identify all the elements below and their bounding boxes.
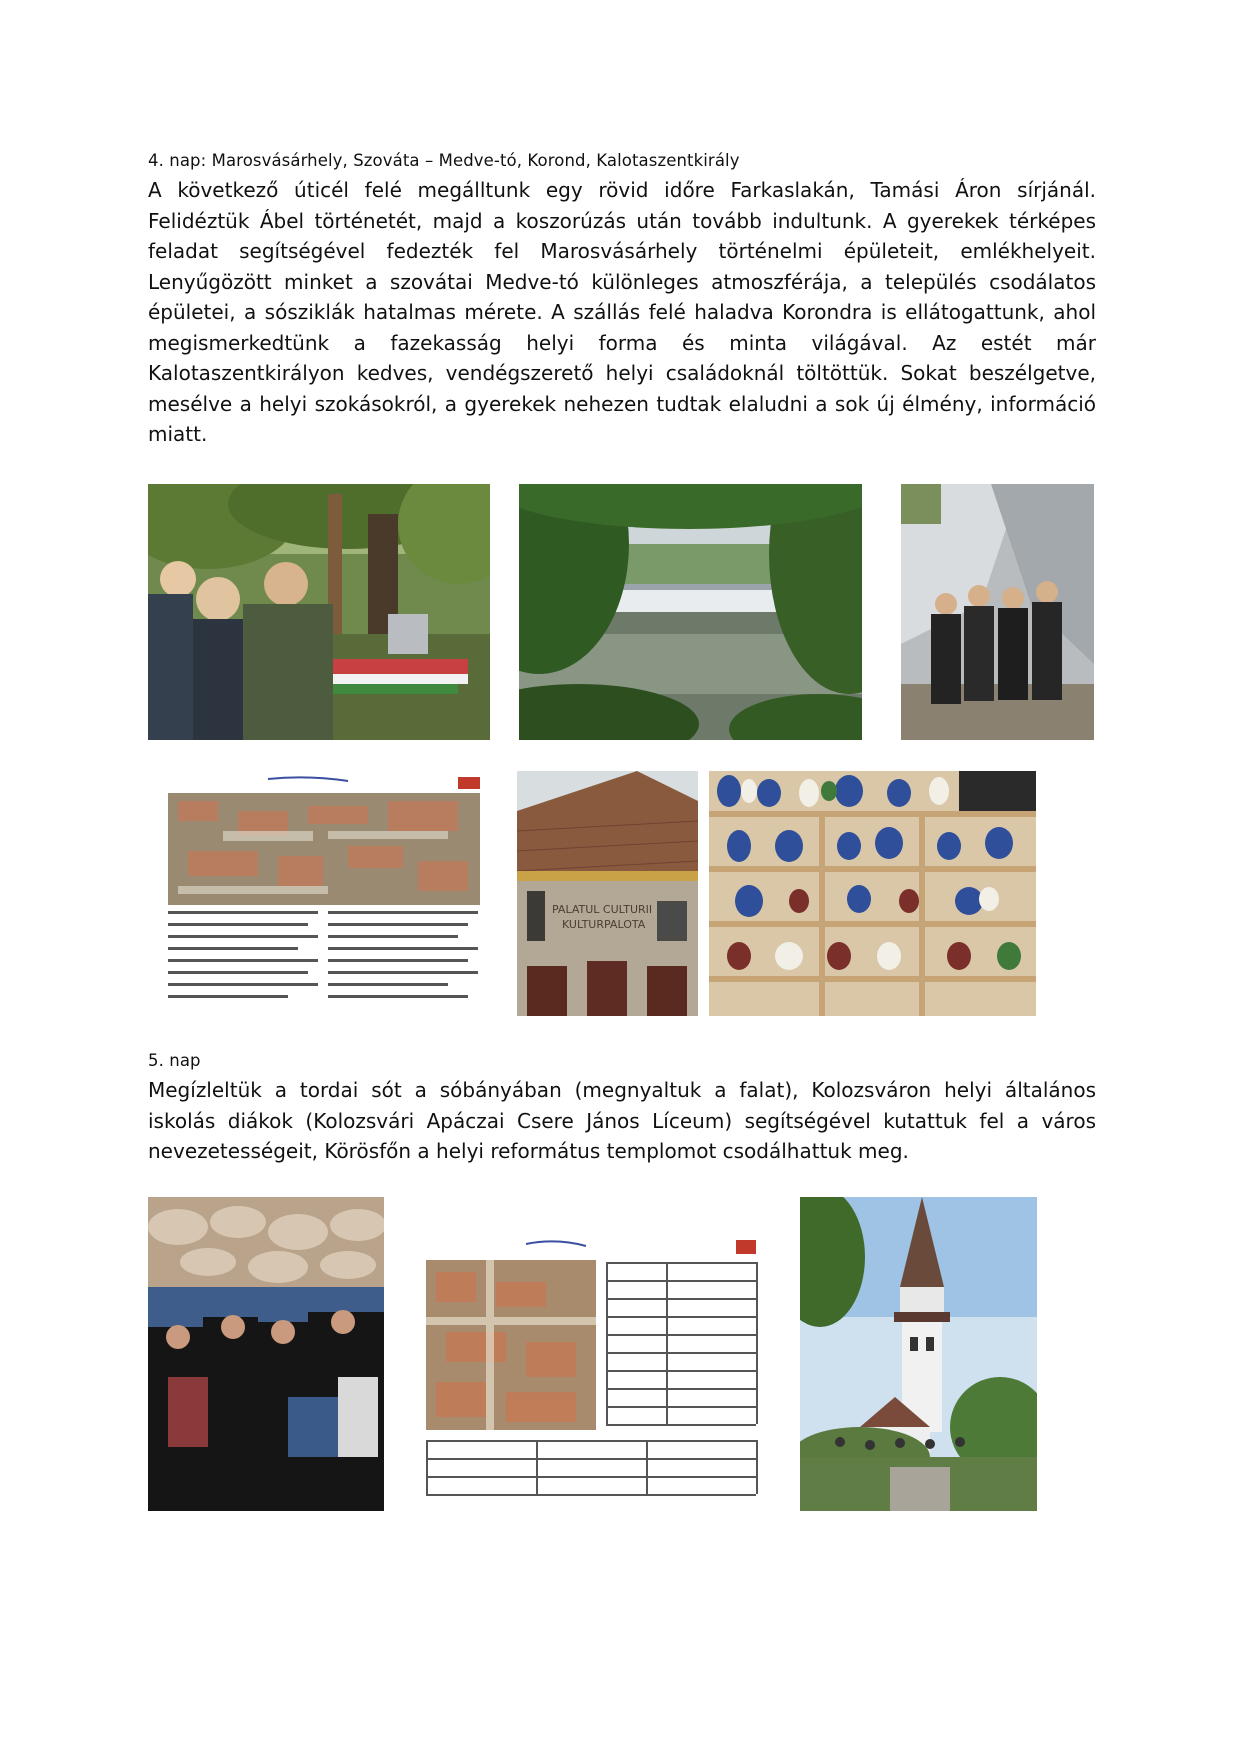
grave-wreath-photo (148, 484, 490, 740)
kolozsvar-map-worksheet (406, 1232, 772, 1511)
korond-pottery-shop-photo (709, 771, 1036, 1016)
day5-heading: 5. nap (148, 1051, 201, 1070)
korosfo-church-photo (800, 1197, 1037, 1511)
bear-lake-photo (519, 484, 862, 740)
palace-sign-line2: KULTURPALOTA (562, 918, 646, 931)
day4-heading: 4. nap: Marosvásárhely, Szováta – Medve-tó, Korond, Kalotaszentkirály (148, 151, 740, 170)
day4-paragraph: A következő úticél felé megálltunk egy rövid időre Farkaslakán, Tamási Áron sírjánál. Felidéztük Ábel történetét, majd a koszorúzás után tovább indultunk. A gyerekek térképes feladat segítségével fedezték fel Marosvásárhely történelmi épületeit, emlékhelyeit. Lenyűgözött minket a szovátai Medve-tó különleges atmoszférája, a település csodálatos épületei, a sósziklák hatalmas mérete. A szállás felé haladva Korondra is ellátogattunk, ahol megismerkedtünk a fazekasság helyi forma és minta világával. Az estét már Kalotaszentkirályon kedves, vendégszerető helyi családoknál töltöttük. Sokat beszélgetve, mesélve a helyi szokásokról, a gyerekek nehezen tudtak elaludni a sok új élmény, információ miatt. (148, 178, 1096, 446)
salt-mine-photo (148, 1197, 384, 1511)
salt-rocks-boys-photo (901, 484, 1094, 740)
day5-paragraph: Megízleltük a tordai sót a sóbányában (megnyaltuk a falat), Kolozsváron helyi általános iskolás diákok (Kolozsvári Apáczai Csere János Líceum) segítségével kutattuk fel a város nevezetességeit, Körösfőn a helyi református templomot csodálhattuk meg. (148, 1078, 1096, 1163)
marosvasarhely-map-worksheet (158, 771, 489, 1016)
palace-sign-line1: PALATUL CULTURII (552, 903, 653, 916)
culture-palace-photo (517, 771, 698, 1016)
